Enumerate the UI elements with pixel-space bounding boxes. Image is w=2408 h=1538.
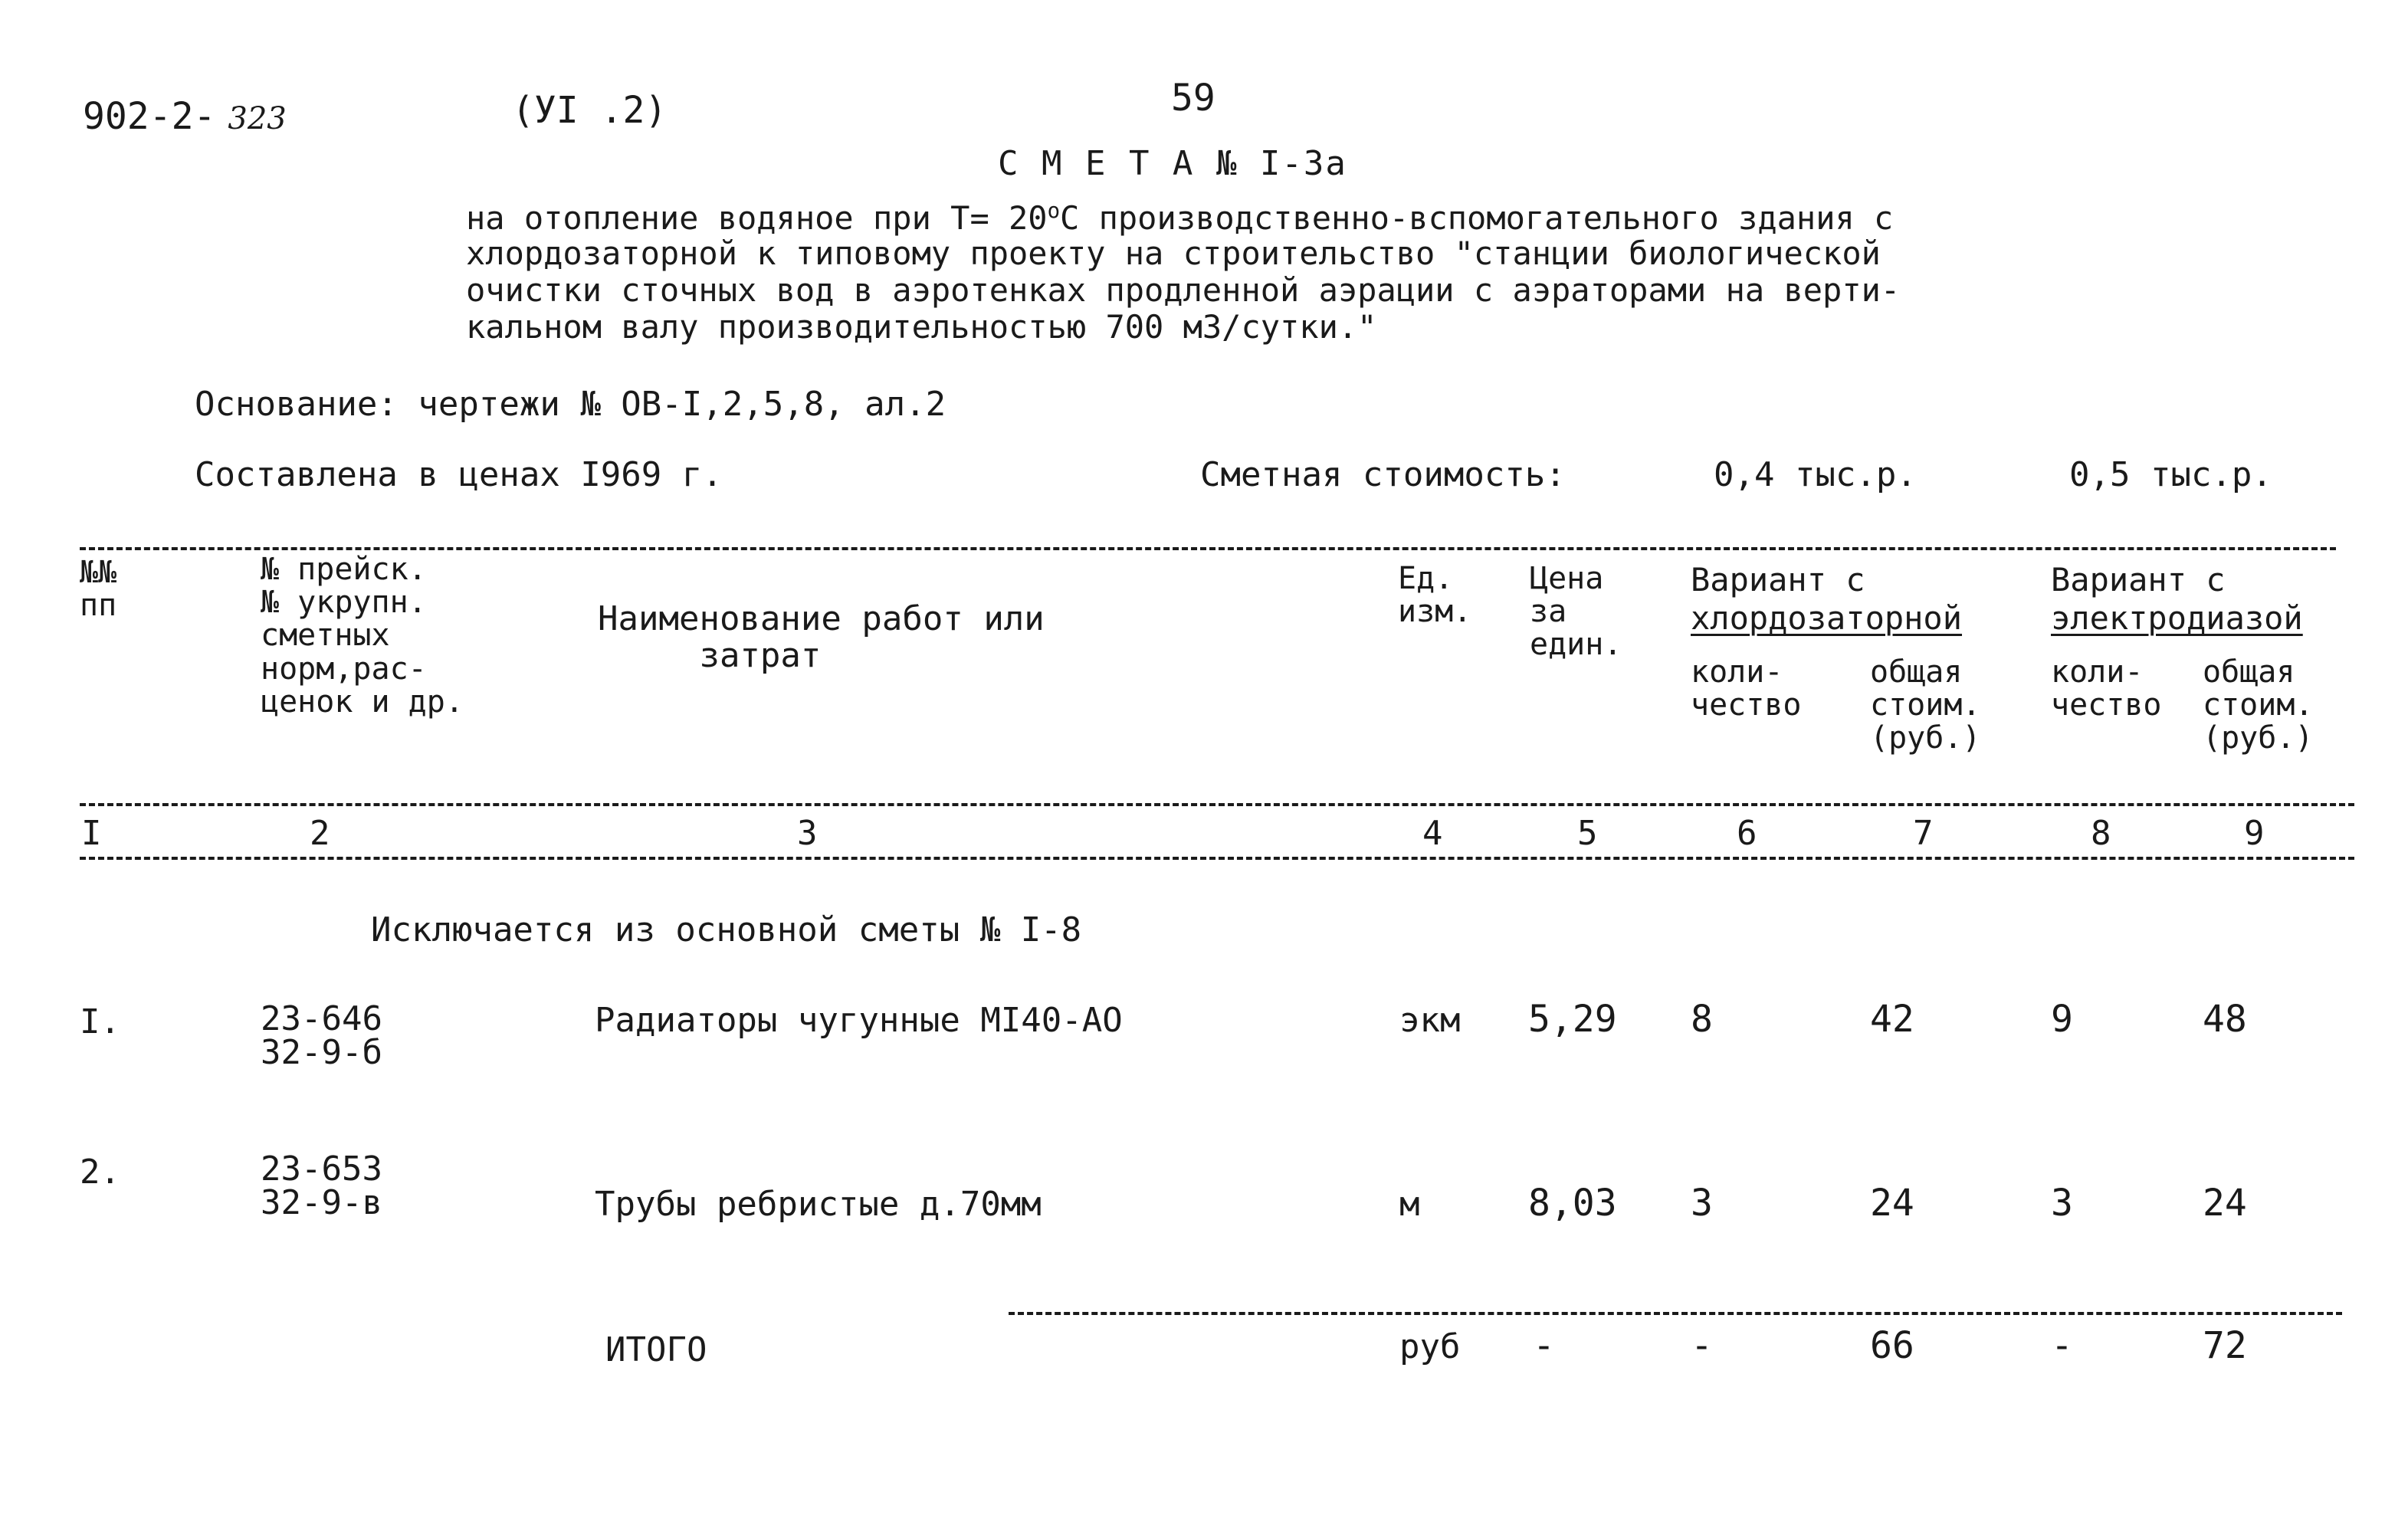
colnum-6: 6 (1737, 814, 1757, 853)
subtitle-line-1: на отопление водяное при $Т= 20^оС$ производственно-вспомогательного здания с (466, 199, 1894, 237)
compiled-prices: Составлена в ценах I969 г. (195, 455, 723, 494)
summary-qty-a: - (1691, 1324, 1713, 1367)
subtitle-line-3: очистки сточных вод в аэротенках продленной аэрации с аэраторами на верти- (466, 271, 1901, 309)
row-2-unit: м (1399, 1185, 1420, 1224)
row-2-price: 8,03 (1528, 1182, 1617, 1225)
row-1-total-b: 48 (2203, 998, 2247, 1041)
row-1-total-a: 42 (1870, 998, 1914, 1041)
colnum-7: 7 (1913, 814, 1934, 853)
row-1-code: 23-646 32-9-б (261, 999, 382, 1072)
summary-label: ИТОГО (605, 1330, 707, 1369)
row-1-qty-a: 8 (1691, 998, 1713, 1041)
colnum-9: 9 (2244, 814, 2265, 853)
header-total-a: общая стоим. (руб.) (1870, 654, 1981, 756)
page-title: С М Е Т А № I-3а (998, 144, 1347, 183)
header-col-num: №№ пп (80, 555, 117, 624)
row-1-num: I. (80, 1002, 120, 1041)
table-top-rule (80, 547, 2336, 550)
row-2-total-b: 24 (2203, 1182, 2247, 1225)
row-2-num: 2. (80, 1153, 120, 1192)
volume-label: (УI .2) (512, 89, 668, 132)
row-1-name: Радиаторы чугунные МI40-АО (595, 1001, 1123, 1040)
doc-code-printed: 902-2- (83, 95, 216, 138)
summary-price: - (1533, 1324, 1555, 1367)
summary-qty-b: - (2051, 1324, 2073, 1367)
row-2-name: Трубы ребристые д.70мм (595, 1185, 1042, 1224)
header-variant-b: Вариант с (2051, 561, 2226, 598)
row-2-qty-b: 3 (2051, 1182, 2073, 1225)
subtitle-line-2: хлордозаторной к типовому проекту на строительство "станции биологической (466, 234, 1881, 272)
header-qty-a: коли- чество (1691, 654, 1802, 723)
row-1-price: 5,29 (1528, 998, 1617, 1041)
doc-code-handwritten: 323 (228, 101, 287, 136)
section-heading: Исключается из основной сметы № I-8 (371, 910, 1082, 949)
header-col-code: № прейск. № укрупн. сметных норм,рас- ценок и др. (261, 552, 464, 720)
header-variant-a-name: хлордозаторной (1691, 599, 1963, 637)
header-qty-b: коли- чество (2051, 654, 2162, 723)
page-number: 59 (1171, 77, 1215, 120)
header-col-price: Цена за един. (1530, 561, 1622, 663)
header-bottom-rule (80, 803, 2354, 806)
basis-line: Основание: чертежи № ОВ-I,2,5,8, ал.2 (195, 385, 946, 424)
summary-total-b: 72 (2203, 1324, 2247, 1367)
colnum-3: 3 (797, 814, 818, 853)
header-col-name: Наименование работ или затрат (598, 599, 1045, 675)
row-2-qty-a: 3 (1691, 1182, 1713, 1225)
row-2-total-a: 24 (1870, 1182, 1914, 1225)
cost-value-1: 0,4 тыс.р. (1714, 455, 1917, 494)
summary-rule (1009, 1312, 2342, 1315)
header-col-unit: Ед. изм. (1398, 561, 1472, 630)
header-variant-b-name: электродиазой (2051, 599, 2303, 637)
cost-value-2: 0,5 тыс.р. (2069, 455, 2272, 494)
header-variant-a: Вариант с (1691, 561, 1865, 598)
row-2-code: 23-653 32-9-в (261, 1149, 382, 1222)
document-code (83, 95, 287, 138)
colnum-2: 2 (310, 814, 330, 853)
colnum-rule (80, 857, 2354, 860)
summary-total-a: 66 (1870, 1324, 1914, 1367)
colnum-4: 4 (1422, 814, 1443, 853)
row-1-qty-b: 9 (2051, 998, 2073, 1041)
colnum-8: 8 (2091, 814, 2111, 853)
colnum-1: I (81, 814, 102, 853)
summary-unit: руб (1399, 1327, 1461, 1366)
subtitle-line-4: кальном валу производительностью 700 м3/сутки." (466, 308, 1377, 346)
colnum-5: 5 (1577, 814, 1598, 853)
row-1-unit: экм (1399, 1001, 1461, 1040)
header-total-b: общая стоим. (руб.) (2203, 654, 2314, 756)
cost-label: Сметная стоимость: (1200, 455, 1566, 494)
